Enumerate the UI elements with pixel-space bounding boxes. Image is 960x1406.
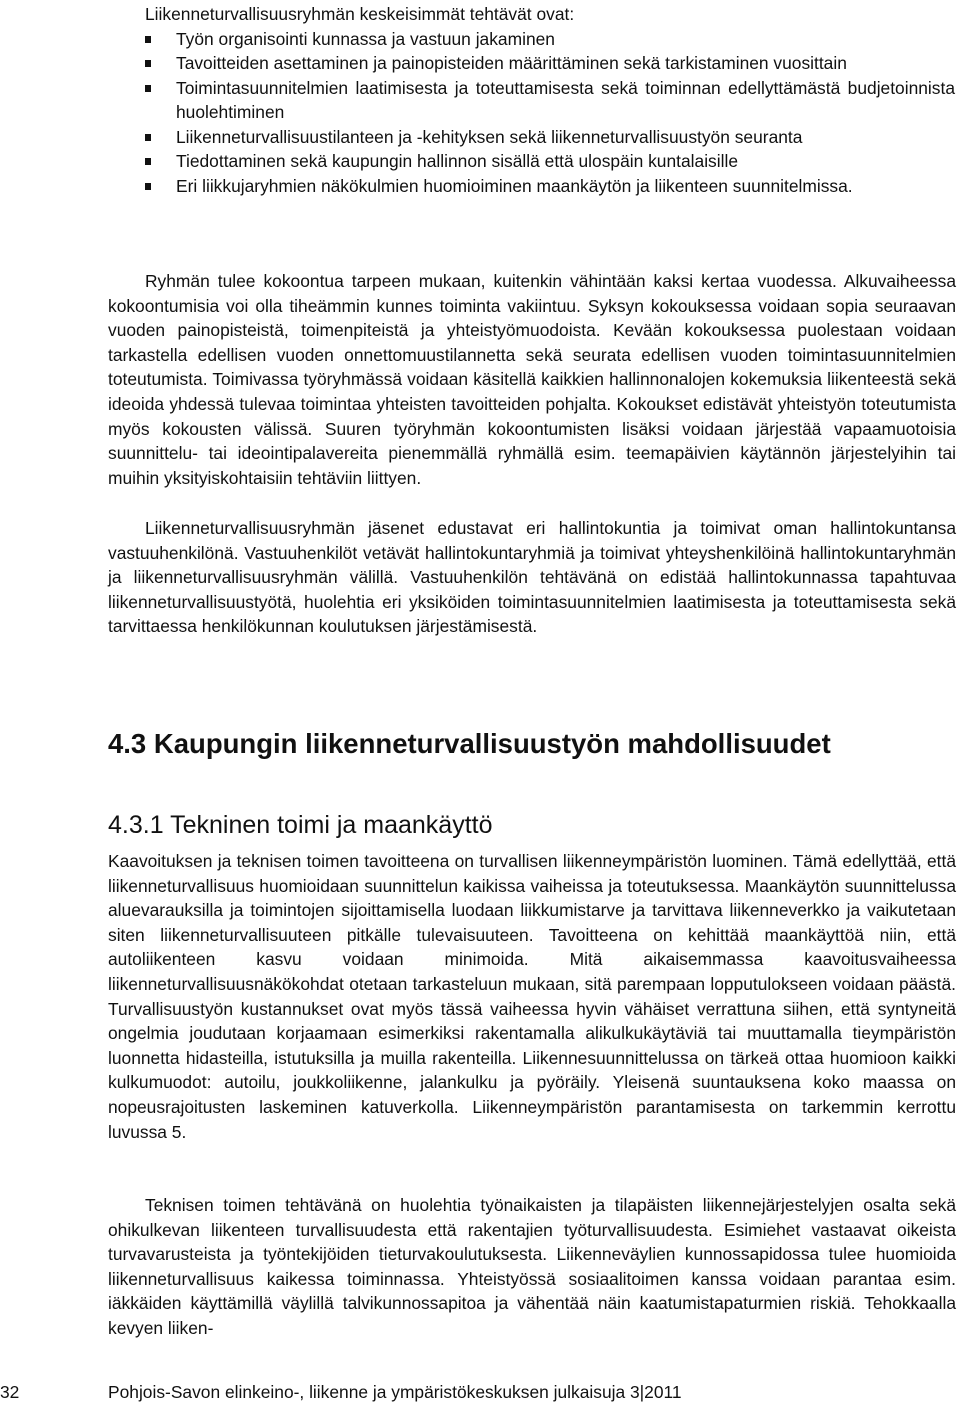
list-item: Liikenneturvallisuustilanteen ja -kehityksen sekä liikenneturvallisuustyön seuranta [145,125,955,150]
list-item: Tiedottaminen sekä kaupungin hallinnon sisällä että ulospäin kuntalaisille [145,149,955,174]
list-item: Työn organisointi kunnassa ja vastuun jakaminen [145,27,955,52]
paragraph-meetings: Ryhmän tulee kokoontua tarpeen mukaan, kuitenkin vähintään kaksi kertaa vuodessa. Alkuvaiheessa kokoontumisia voi olla tiheämmin kunnes toiminta vakiintuu. Syksyn kokouksessa voidaan sopia seuraavan vuoden painopisteistä, toimenpiteistä ja yhteistyömuodoista. Kevään kokouksessa puolestaan voidaan tarkastella edellisen vuoden onnettomuustilannetta sekä seurata edellisen vuoden toimintasuunnitelmien toteutumista. Toimivassa työryhmässä voidaan käsitellä kaikkien hallinnonalojen kokemuksia liikenteestä sekä ideoida yhdessä tulevaa toimintaa yhteisten tavoitteiden pohjalta. Kokoukset edistävät yhteistyön toteutumista myös kokousten välissä. Suuren työryhmän kokoontumisten lisäksi voidaan järjestää vapaamuotoisia suunnittelu- tai ideointipalavereita pienemmällä ryhmällä esim. teemapäivien käytännön järjestelyihin tai muihin yksityiskohtaisiin tehtäviin liittyen. [108,271,956,488]
subsection-heading: 4.3.1 Tekninen toimi ja maankäyttö [108,811,493,839]
page-number: 32 [0,1382,20,1402]
task-list [145,27,955,199]
paragraph-technical-office: Teknisen toimen tehtävänä on huolehtia työnaikaisten ja tilapäisten liikennejärjestelyjen osalta sekä ohikulkevan liikenteen turvallisuudesta että rakentajien työturvallisuudesta. Esimiehet vastaavat oikeista turvavarusteista ja työntekijöiden tieturvakoulutuksesta. Liikenneväylien kunnossapidossa tulee huomioida liikenneturvallisuus kaikessa toiminnassa. Yhteistyössä sosiaalitoimen kanssa voidaan parantaa esim. iäkkäiden käyttämillä väylillä talvikunnossapitoa ja vähentää näin kaatumistapaturmien riskiä. Tehokkaalla kevyen liiken- [108,1195,956,1338]
list-item: Eri liikkujaryhmien näkökulmien huomioiminen maankäytön ja liikenteen suunnitelmissa. [145,174,955,199]
section-heading: 4.3 Kaupungin liikenneturvallisuustyön mahdollisuudet [108,728,831,759]
paragraph-responsible-persons: Liikenneturvallisuusryhmän jäsenet edustavat eri hallintokuntia ja toimivat oman hallintokuntansa vastuuhenkilönä. Vastuuhenkilöt vetävät hallintokuntaryhmiä ja toimivat yhteyshenkilöinä hallintokuntaryhmän ja liikenneturvallisuusryhmän välillä. Vastuuhenkilön tehtävänä on edistää hallintokunnassa tapahtuvaa liikenneturvallisuustyötä, huolehtia eri yksiköiden toimintasuunnitelmien laatimisesta ja toteuttamisesta sekä tarvittaessa henkilökunnan koulutuksen järjestämisestä. [108,518,956,637]
list-item: Toimintasuunnitelmien laatimisesta ja toteuttamisesta sekä toiminnan edellyttämästä budjetoinnista huolehtiminen [145,76,955,125]
list-item: Tavoitteiden asettaminen ja painopisteiden määrittäminen sekä tarkistaminen vuosittain [145,51,955,76]
list-intro: Liikenneturvallisuusryhmän keskeisimmät tehtävät ovat: [145,4,575,24]
paragraph-land-use: Kaavoituksen ja teknisen toimen tavoitteena on turvallisen liikenneympäristön luominen. Tämä edellyttää, että liikenneturvallisuus huomioidaan suunnittelun kaikissa vaiheissa ja toteutuksessa. Maankäytön suunnittelussa aluevarauksilla ja toimintojen sijoittamisella luodaan liikkumistarve ja tarvittava liikenneverkko ja vaikutetaan siten liikenneturvallisuuteen pitkälle tulevaisuuteen. Tavoitteena on kehittää maankäyttöä niin, että autoliikenteen kasvu voidaan minimoida. Mitä aikaisemmassa kaavoitusvaiheessa liikenneturvallisuusnäkökohdat otetaan tarkasteluun mukaan, sitä parempaan lopputulokseen voidaan päästä. Turvallisuustyön kustannukset ovat myös tässä vaiheessa hyvin vähäiset verrattuna siihen, että syntyneitä ongelmia joudutaan korjaamaan esimerkiksi rakentamalla alikulkukäytäviä tai muuttamalla tieympäristön luonnetta hidasteilla, istutuksilla ja muilla rakenteilla. Liikennesuunnittelussa on tärkeä ottaa huomioon kaikki kulkumuodot: autoilu, joukkoliikenne, jalankulku ja pyöräily. Yleisenä suuntauksena koko maassa on nopeusrajoitusten laskeminen katuverkolla. Liikenneympäristön parantamisesta on tarkemmin kerrottu luvussa 5. [108,851,956,1142]
footer-publication-title: Pohjois-Savon elinkeino-, liikenne ja ympäristökeskuksen julkaisuja 3|2011 [108,1382,682,1402]
